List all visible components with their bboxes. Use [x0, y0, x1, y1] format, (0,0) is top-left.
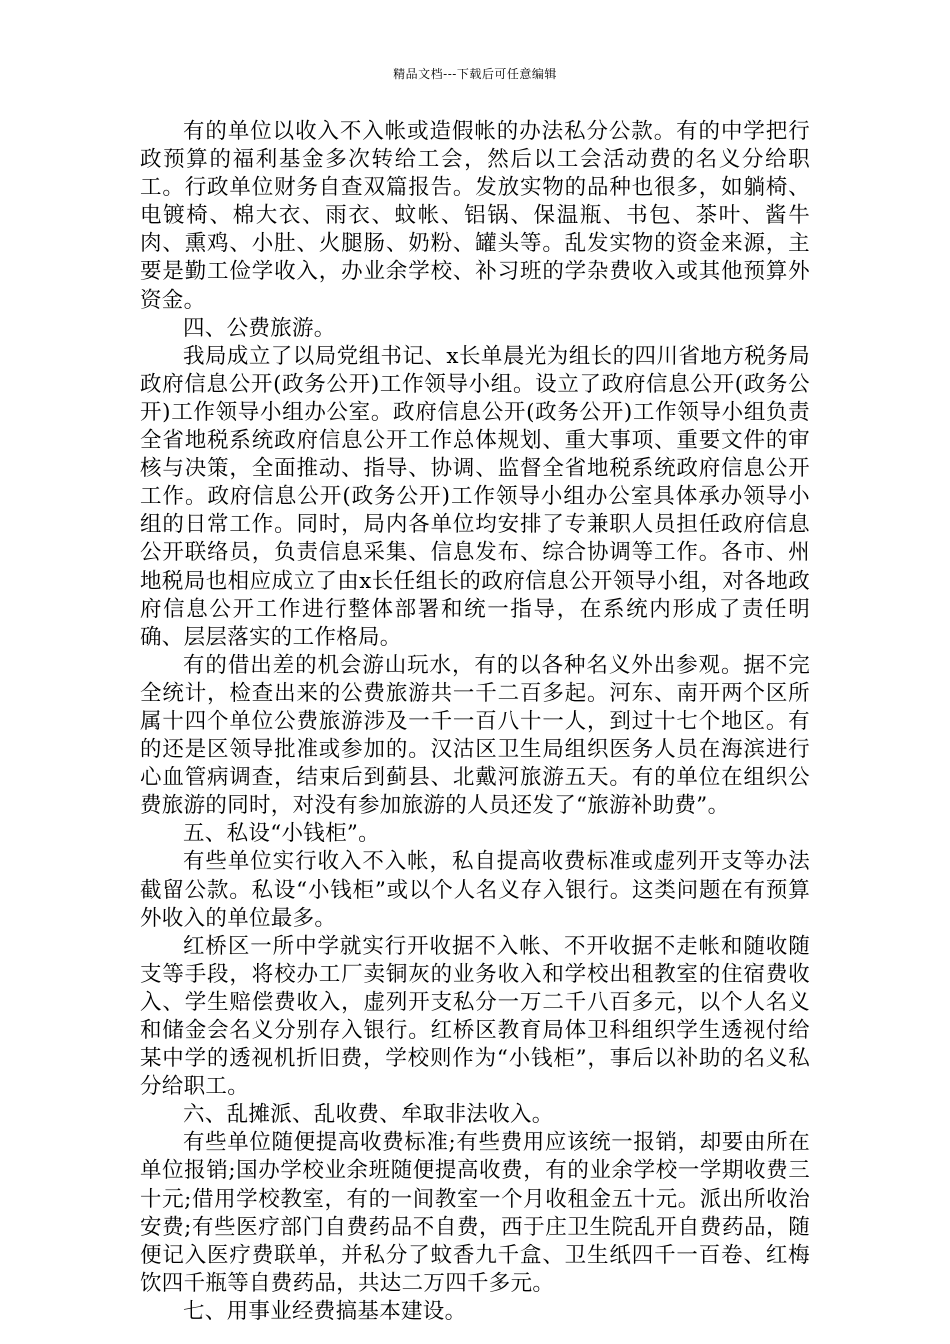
paragraph-info-disclosure: 我局成立了以局党组书记、x长单晨光为组长的四川省地方税务局政府信息公开(政务公开)工作领导小组。设立了政府信息公开(政务公开)工作领导小组办公室。政府信息公开(政务公开)工作领导小组负责全省地税系统政府信息公开工作总体规划、重大事项、重要文件的审核与决策，全面推动、指导、协调、监督全省地税系统政府信息公开工作。政府信息公开(政务公开)工作领导小组办公室具体承办领导小组的日常工作。同时，局内各单位均安排了专兼职人员担任政府信息公开联络员，负责信息采集、信息发布、综合协调等工作。各市、州地税局也相应成立了由x长任组长的政府信息公开领导小组，对各地政府信息公开工作进行整体部署和统一指导，在系统内形成了责任明确、层层落实的工作格局。	[140, 343, 810, 650]
paragraph-travel-details: 有的借出差的机会游山玩水，有的以各种名义外出参观。据不完全统计，检查出来的公费旅游共一千二百多起。河东、南开两个区所属十四个单位公费旅游涉及一千一百八十一人，到过十七个地区。有的还是区领导批准或参加的。汉沽区卫生局组织医务人员在海滨进行心血管病调查，结束后到蓟县、北戴河旅游五天。有的单位在组织公费旅游的同时，对没有参加旅游的人员还发了“旅游补助费”。	[140, 652, 810, 819]
paragraph-hongqiao-school: 红桥区一所中学就实行开收据不入帐、不开收据不走帐和随收随支等手段，将校办工厂卖铜灰的业务收入和学校出租教室的住宿费收入、学生赔偿费收入，虚列开支私分一万二千八百多元，以个人名义和储金会名义分别存入银行。红桥区教育局体卫科组织学生透视付给某中学的透视机折旧费，学校则作为“小钱柜”，事后以补助的名义私分给职工。	[140, 933, 810, 1100]
heading-private-funds: 五、私设“小钱柜”。	[183, 821, 380, 847]
heading-capital-construction: 七、用事业经费搞基本建设。	[183, 1298, 467, 1324]
document-body	[140, 118, 810, 1326]
heading-illegal-fees: 六、乱摊派、乱收费、牟取非法收入。	[183, 1102, 554, 1128]
paragraph-illegal-fees: 有些单位随便提高收费标准;有些费用应该统一报销，却要由所在单位报销;国办学校业余班随便提高收费，有的业余学校一学期收费三十元;借用学校教室，有的一间教室一个月收租金五十元。派出所收治安费;有些医疗部门自费药品不自费，西于庄卫生院乱开自费药品，随便记入医疗费联单，并私分了蚊香九千盒、卫生纸四千一百卷、红梅饮四千瓶等自费药品，共达二万四千多元。	[140, 1130, 810, 1296]
heading-public-travel: 四、公费旅游。	[183, 315, 336, 341]
paragraph-private-funds: 有些单位实行收入不入帐，私自提高收费标准或虚列开支等办法截留公款。私设“小钱柜”或以个人名义存入银行。这类问题在有预算外收入的单位最多。	[140, 849, 810, 931]
page-header: 精品文档---下载后可任意编辑	[393, 67, 557, 81]
paragraph-welfare-distribution: 有的单位以收入不入帐或造假帐的办法私分公款。有的中学把行政预算的福利基金多次转给工会，然后以工会活动费的名义分给职工。行政单位财务自查双篇报告。发放实物的品种也很多，如躺椅、电镀椅、棉大衣、雨衣、蚊帐、铝锅、保温瓶、书包、茶叶、酱牛肉、熏鸡、小肚、火腿肠、奶粉、罐头等。乱发实物的资金来源，主要是勤工俭学收入，办业余学校、补习班的学杂费收入或其他预算外资金。	[140, 119, 810, 313]
